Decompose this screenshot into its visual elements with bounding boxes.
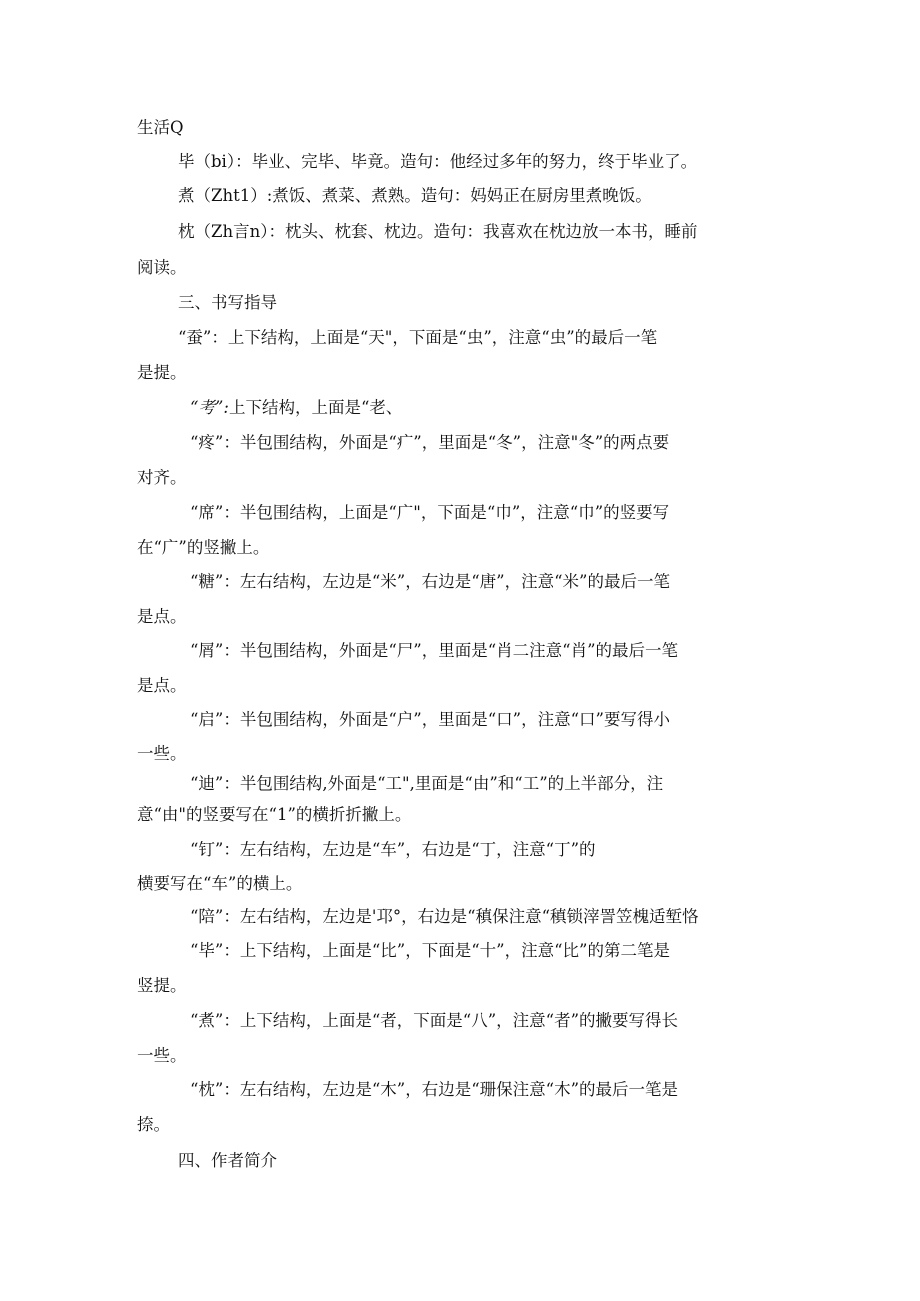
text-line: 煮（Zht1）:煮饭、煮菜、煮熟。造句：妈妈正在厨房里煮晚饭。 (178, 186, 652, 205)
text-line: “钉”：左右结构，左边是“车”，右边是“丁，注意“丁”的 (190, 840, 596, 859)
text-line: “陪”：左右结构，左边是'邛°，右边是“稹保注意“稹锁滓詈笠槐适堑恪 (190, 907, 699, 926)
text-line: 在“广”的竖撇上。 (137, 538, 270, 557)
text-line: 生活Q (137, 118, 184, 137)
text-line (190, 396, 850, 420)
section-heading: 四、作者简介 (178, 1151, 277, 1170)
text-line: 是点。 (137, 607, 187, 626)
text-line: “枕”：左右结构，左边是“木”，右边是“珊保注意“木”的最后一笔是 (190, 1080, 679, 1099)
text-line: “蚕”：上下结构，上面是“天"，下面是“虫”，注意“虫”的最后一笔 (178, 328, 658, 347)
text-line: “糖”：左右结构，左边是“米”，右边是“唐”，注意“米”的最后一笔 (190, 572, 670, 591)
text-line: “疼”：半包围结构，外面是“疒”，里面是“冬”，注意"冬”的两点要 (190, 433, 670, 452)
text-line: 意“由"的竖要写在“1”的横折折撇上。 (137, 805, 412, 824)
text-line: 对齐。 (137, 468, 187, 487)
text-line: 捺。 (137, 1115, 170, 1134)
text-line: 是提。 (137, 363, 187, 382)
text-segment: 上下结构，上面是“老、 (228, 398, 403, 417)
text-line: 竖提。 (137, 976, 187, 995)
text-line: “席”：半包围结构，上面是“广"，下面是“巾”，注意“巾”的竖要写 (190, 503, 670, 522)
text-line: 枕（Zh言n）：枕头、枕套、枕边。造句：我喜欢在枕边放一本书，睡前 (178, 222, 698, 241)
text-line: “迪”：半包围结构,外面是“工",里面是“由”和“工”的上半部分，注 (190, 774, 664, 793)
italic-char: “考”: (190, 398, 229, 417)
text-line: 阅读。 (137, 258, 187, 277)
section-heading: 三、书写指导 (178, 293, 277, 312)
text-line: 一些。 (137, 744, 187, 763)
text-line: “启”：半包围结构，外面是“户”，里面是“口”，注意“口”要写得小 (190, 710, 670, 729)
text-line: 是点。 (137, 676, 187, 695)
text-line: “煮”：上下结构，上面是“者，下面是“八”，注意“者”的撇要写得长 (190, 1011, 679, 1030)
text-line: 横要写在“车”的横上。 (137, 874, 303, 893)
text-line: “毕”：上下结构，上面是“比”，下面是“十”，注意“比”的第二笔是 (190, 941, 670, 960)
text-line: 毕（bi）：毕业、完毕、毕竟。造句：他经过多年的努力，终于毕业了。 (178, 152, 698, 171)
text-line: “屑”：半包围结构，外面是“尸”，里面是“肖二注意“肖”的最后一笔 (190, 641, 679, 660)
text-line: 一些。 (137, 1046, 187, 1065)
